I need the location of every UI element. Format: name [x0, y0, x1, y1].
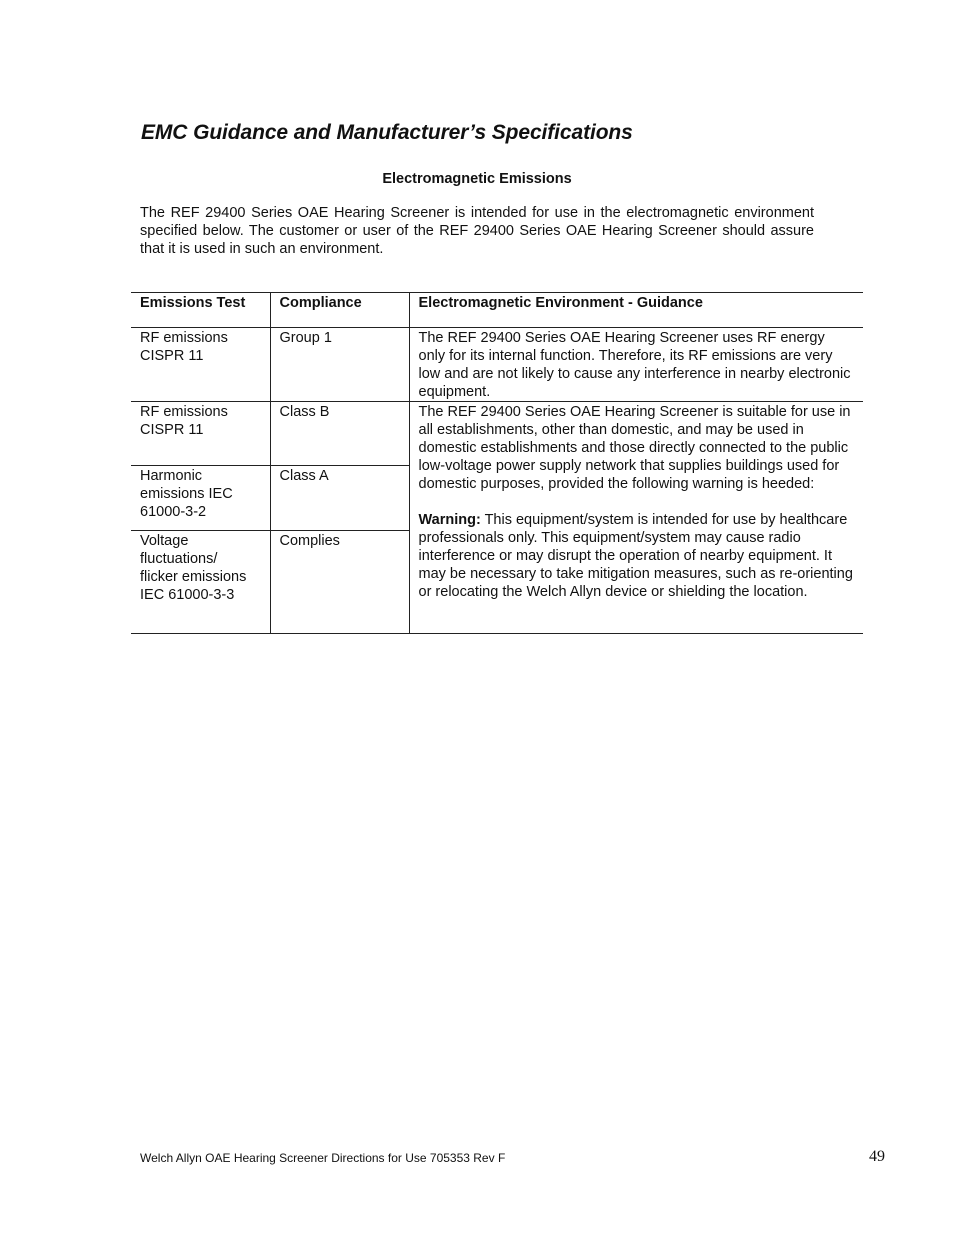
test-line: RF emissions — [140, 404, 228, 420]
page-number: 49 — [869, 1148, 885, 1165]
test-line: emissions IEC — [140, 486, 233, 502]
test-line: Voltage — [140, 533, 189, 549]
test-line: CISPR 11 — [140, 348, 204, 364]
emissions-test-cell — [131, 531, 270, 634]
table-header-row — [131, 293, 863, 328]
guidance-text: The REF 29400 Series OAE Hearing Screener is suitable for use in all establishments, other than domestic, and may be used in domestic establishments and those directly connected to the public low-voltage power supply network that supplies buildings used for domestic purposes, provided the following warning is heeded: — [418, 404, 851, 492]
table-row — [131, 328, 863, 402]
page-title: EMC Guidance and Manufacturer’s Specifications — [141, 121, 633, 144]
header-compliance: Compliance — [270, 293, 409, 328]
page-footer: Welch Allyn OAE Hearing Screener Directions for Use 705353 Rev F — [140, 1151, 506, 1165]
test-line: flicker emissions — [140, 569, 247, 585]
guidance-cell: The REF 29400 Series OAE Hearing Screener uses RF energy only for its internal function. Therefore, its RF emissions are very low and are not likely to cause any interference in nearby electronic equipment. — [409, 328, 863, 402]
header-guidance: Electromagnetic Environment - Guidance — [409, 293, 863, 328]
test-line: fluctuations/ — [140, 551, 218, 567]
compliance-cell: Class B — [270, 402, 409, 466]
test-line: IEC 61000-3-3 — [140, 587, 235, 603]
test-line: RF emissions — [140, 330, 228, 346]
test-line: CISPR 11 — [140, 422, 204, 438]
emissions-table — [131, 292, 863, 634]
emissions-test-cell — [131, 402, 270, 466]
warning-text: This equipment/system is intended for use by healthcare professionals only. This equipment/system may cause radio interference or may disrupt the operation of nearby equipment. It may be necessary to take mitigation measures, such as re-orienting or relocating the Welch Allyn device or shielding the location. — [418, 512, 853, 600]
compliance-cell: Group 1 — [270, 328, 409, 402]
section-subtitle: Electromagnetic Emissions — [382, 171, 572, 187]
test-line: 61000-3-2 — [140, 504, 207, 520]
warning-paragraph — [419, 511, 856, 601]
emissions-test-cell — [131, 328, 270, 402]
warning-label: Warning: — [418, 512, 481, 528]
emissions-test-cell — [131, 466, 270, 531]
compliance-cell: Class A — [270, 466, 409, 531]
header-emissions-test: Emissions Test — [131, 293, 270, 328]
intro-paragraph: The REF 29400 Series OAE Hearing Screener is intended for use in the electromagnetic environment specified below. The customer or user of the REF 29400 Series OAE Hearing Screener should assure that it is used in such an environment. — [140, 205, 814, 257]
table-row — [131, 402, 863, 466]
test-line: Harmonic — [140, 468, 203, 484]
guidance-cell — [409, 402, 863, 634]
compliance-cell: Complies — [270, 531, 409, 634]
